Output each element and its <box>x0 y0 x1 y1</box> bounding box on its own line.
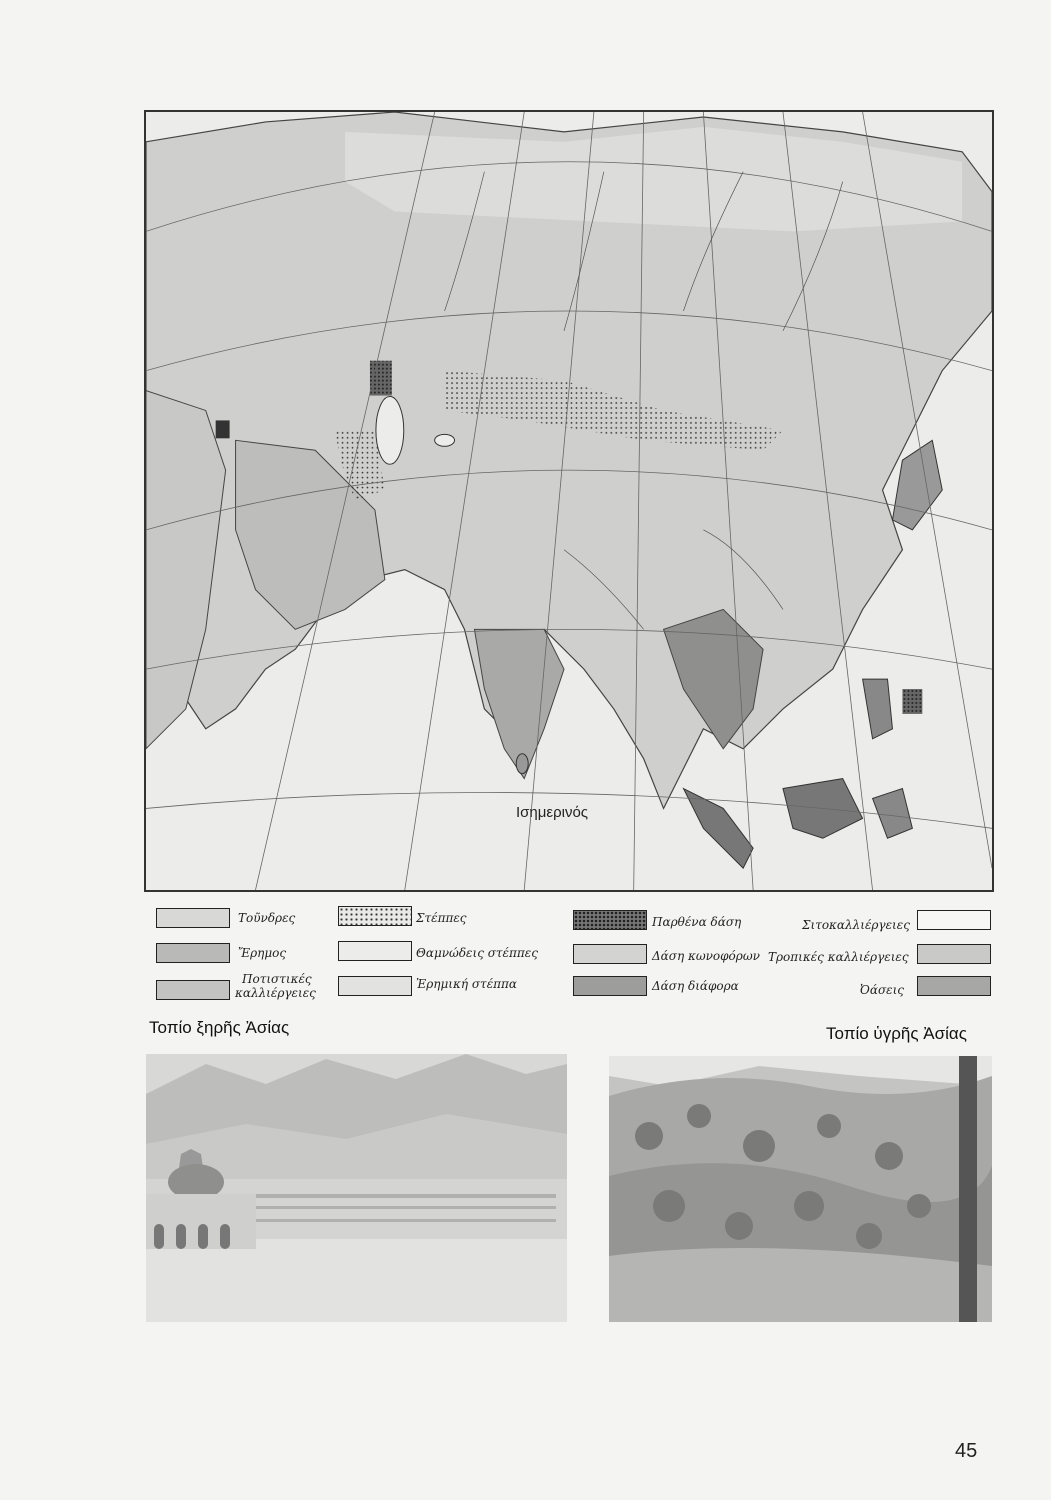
legend-label-oases: Ὀάσεις <box>860 983 904 997</box>
photo-wet-asia-landscape <box>609 1056 992 1322</box>
legend-swatch-virgin-forest <box>573 910 647 930</box>
legend-label-desert-steppe: Ἐρημική στέππα <box>416 977 518 991</box>
map-drawing <box>146 112 992 890</box>
legend-swatch-irrigated-crops <box>156 980 230 1000</box>
photo-dry-asia-landscape <box>146 1054 567 1322</box>
legend-swatch-conifer-forest <box>573 944 647 964</box>
legend-label-virgin-forest: Παρθένα δάση <box>652 915 742 929</box>
legend-swatch-steppe <box>338 906 412 926</box>
legend-label-shrub-steppe: Θαμνώδεις στέππες <box>416 946 538 960</box>
legend-label-grain-crops: Σιτοκαλλιέργειες <box>802 918 910 932</box>
legend-swatch-mixed-forest <box>573 976 647 996</box>
legend-swatch-oases <box>917 976 991 996</box>
legend-swatch-grain-crops <box>917 910 991 930</box>
legend-swatch-desert <box>156 943 230 963</box>
legend-label-mixed-forest: Δάση διάφορα <box>652 979 739 993</box>
legend-swatch-shrub-steppe <box>338 941 412 961</box>
legend-label-tundra: Τοῦνδρες <box>238 911 296 925</box>
legend-label-irrigated-crops-line2: καλλιέργειες <box>235 986 316 1000</box>
legend-label-steppe: Στέππες <box>416 911 467 925</box>
legend-label-tropical-crops: Τροπικές καλλιέργειες <box>768 950 909 964</box>
asia-vegetation-map <box>144 110 994 892</box>
page-number: 45 <box>955 1440 978 1462</box>
legend-label-irrigated-crops-line1: Ποτιστικές <box>242 972 312 986</box>
legend-swatch-tropical-crops <box>917 944 991 964</box>
caption-dry-asia: Τοπίο ξηρῆς Ἀσίας <box>149 1018 290 1037</box>
legend-label-conifer-forest: Δάση κωνοφόρων <box>652 949 760 963</box>
legend-swatch-tundra <box>156 908 230 928</box>
legend-swatch-desert-steppe <box>338 976 412 996</box>
caption-wet-asia: Τοπίο ὑγρῆς Ἀσίας <box>826 1024 967 1043</box>
equator-label: Ισημερινός <box>516 804 589 821</box>
legend-label-desert: Ἔρημος <box>238 946 287 960</box>
